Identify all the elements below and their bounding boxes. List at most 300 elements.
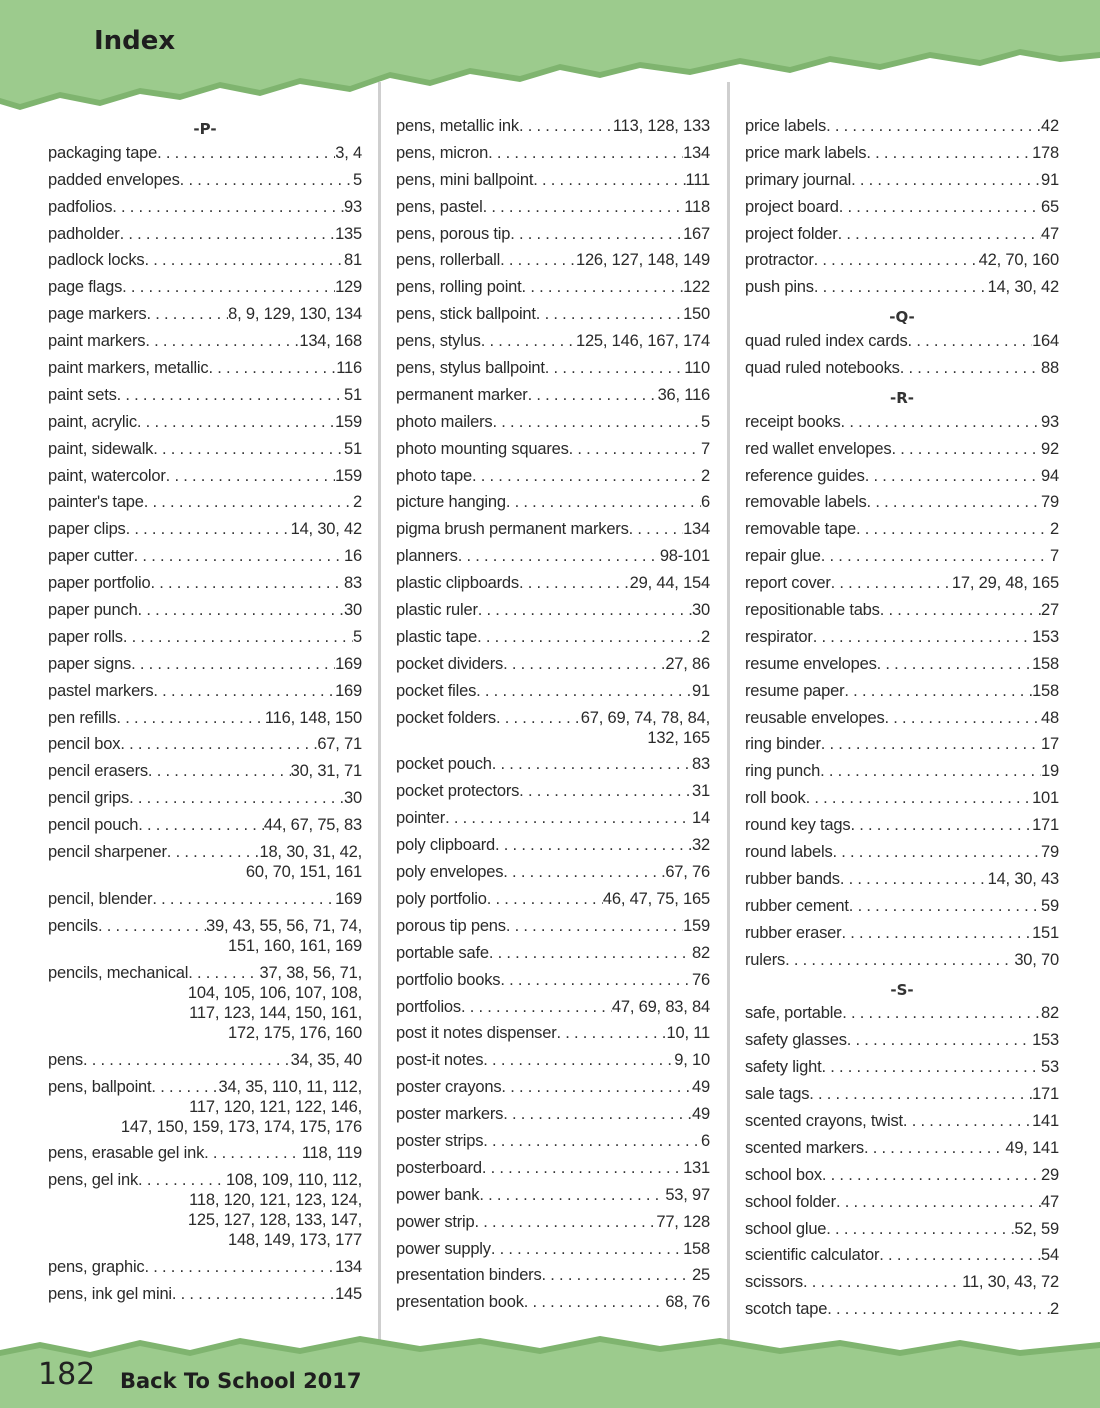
- index-entry: [396, 573, 710, 600]
- page-refs: 2: [701, 466, 710, 485]
- index-entry: [396, 1104, 710, 1131]
- page-refs: 14, 30, 43: [987, 869, 1059, 888]
- index-term: scissors: [745, 1273, 803, 1292]
- index-entry: [396, 754, 710, 781]
- dot-leader: [137, 412, 335, 432]
- dot-leader: [500, 250, 576, 270]
- page-refs: 134: [335, 1258, 362, 1277]
- dot-leader: [821, 734, 1041, 754]
- page-refs-continued: 117, 120, 121, 122, 146,: [189, 1097, 362, 1116]
- index-term: post it notes dispenser: [396, 1024, 557, 1043]
- index-term: pocket dividers: [396, 654, 504, 673]
- section-letter-heading: -S-: [890, 980, 914, 999]
- dot-leader: [120, 734, 317, 754]
- dot-leader: [116, 708, 264, 728]
- dot-leader: [839, 197, 1041, 217]
- index-entry: [396, 250, 710, 277]
- page-refs: 49: [692, 1078, 710, 1097]
- page-refs: 51: [344, 439, 362, 458]
- section-letter-heading: -Q-: [889, 308, 915, 327]
- index-term: paper signs: [48, 654, 132, 673]
- index-entry: [48, 1050, 362, 1077]
- dot-leader: [503, 654, 665, 674]
- index-entry: [745, 681, 1059, 708]
- page-refs: 116: [336, 359, 362, 378]
- dot-leader: [519, 116, 613, 136]
- index-term: removable tape: [745, 520, 856, 539]
- index-term: poly clipboard: [396, 836, 496, 855]
- dot-leader: [814, 250, 979, 270]
- index-term: school glue: [745, 1219, 827, 1238]
- dot-leader: [850, 815, 1032, 835]
- dot-leader: [144, 1257, 335, 1277]
- dot-leader: [903, 1111, 1032, 1131]
- dot-leader: [844, 681, 1032, 701]
- page-refs: 27, 86: [665, 654, 710, 673]
- index-term: portfolio books: [396, 970, 501, 989]
- page-refs: 17, 29, 48, 165: [951, 574, 1059, 593]
- page-refs: 30: [344, 601, 362, 620]
- page-refs: 2: [701, 627, 710, 646]
- index-term: project folder: [745, 224, 838, 243]
- dot-leader: [500, 970, 692, 990]
- page-refs: 116, 148, 150: [264, 708, 362, 727]
- page-refs: 32: [692, 836, 710, 855]
- dot-leader: [153, 439, 344, 459]
- page-refs: 122: [683, 278, 710, 297]
- page-refs: 92: [1041, 439, 1059, 458]
- index-term: paper cutter: [48, 547, 134, 566]
- index-term: pencil, blender: [48, 889, 153, 908]
- index-term: paint sets: [48, 385, 117, 404]
- index-term: post-it notes: [396, 1051, 484, 1070]
- page-refs-continued: 132, 165: [647, 728, 710, 747]
- dot-leader: [865, 466, 1041, 486]
- index-term: paint, acrylic: [48, 412, 137, 431]
- index-term: school folder: [745, 1192, 836, 1211]
- page-title: Index: [94, 26, 176, 56]
- index-term: power supply: [396, 1239, 491, 1258]
- index-entry: [745, 1003, 1059, 1030]
- dot-leader: [908, 331, 1033, 351]
- page-refs: 141: [1032, 1111, 1059, 1130]
- index-term: pens, ballpoint: [48, 1077, 152, 1096]
- page-refs: 134: [683, 520, 710, 539]
- page-refs: 53, 97: [665, 1185, 710, 1204]
- index-entry: [396, 1265, 710, 1292]
- index-entry: [745, 842, 1059, 869]
- dot-leader: [144, 492, 353, 512]
- dot-leader: [148, 761, 291, 781]
- dot-leader: [98, 916, 206, 936]
- dot-leader: [112, 197, 344, 217]
- page-refs: 7: [701, 439, 710, 458]
- dot-leader: [152, 889, 335, 909]
- page-refs: 167: [683, 224, 710, 243]
- dot-leader: [803, 1272, 962, 1292]
- index-term: pens, stylus ballpoint: [396, 359, 545, 378]
- index-entry: [48, 681, 362, 708]
- page-refs: 42: [1041, 117, 1059, 135]
- index-entry: [48, 197, 362, 224]
- dot-leader: [806, 788, 1032, 808]
- dot-leader: [827, 1299, 1050, 1319]
- dot-leader: [492, 412, 701, 432]
- index-term: scented markers: [745, 1138, 864, 1157]
- index-term: paper punch: [48, 601, 138, 620]
- index-entry: [745, 143, 1059, 170]
- dot-leader: [524, 1292, 666, 1312]
- page-refs: 5: [701, 412, 710, 431]
- page-refs: 54: [1041, 1246, 1059, 1265]
- dot-leader: [506, 492, 701, 512]
- dot-leader: [483, 1131, 701, 1151]
- page-refs-continued: 125, 127, 128, 133, 147,: [187, 1211, 362, 1230]
- page-refs: 37, 38, 56, 71,: [259, 963, 362, 982]
- index-term: paper rolls: [48, 627, 123, 646]
- page-refs: 131: [683, 1158, 710, 1177]
- page-refs: 18, 30, 31, 42,: [259, 843, 362, 862]
- dot-leader: [482, 1158, 683, 1178]
- page-refs: 83: [344, 574, 362, 593]
- index-entry: [48, 573, 362, 600]
- index-entry: [396, 1239, 710, 1266]
- page-refs: 158: [683, 1239, 710, 1258]
- page-refs: 46, 47, 75, 165: [602, 889, 710, 908]
- index-entry: [745, 923, 1059, 950]
- index-entry: [396, 1077, 710, 1104]
- index-entry: [396, 304, 710, 331]
- index-entry: [745, 1084, 1059, 1111]
- index-entry: [396, 781, 710, 808]
- page-refs: 111: [685, 170, 710, 189]
- index-term: push pins: [745, 278, 814, 297]
- dot-leader: [151, 573, 345, 593]
- index-term: rulers: [745, 950, 786, 969]
- page-refs: 151: [1032, 923, 1059, 942]
- index-column-2: [396, 116, 710, 1319]
- index-term: pens, graphic: [48, 1258, 145, 1277]
- dot-leader: [167, 842, 260, 862]
- index-entry: [48, 170, 362, 197]
- index-term: power strip: [396, 1212, 475, 1231]
- index-entry: [48, 331, 362, 358]
- page-refs: 10, 11: [666, 1024, 710, 1043]
- index-entry: [396, 519, 710, 546]
- index-term: page flags: [48, 278, 123, 297]
- page-refs: 2: [353, 493, 362, 512]
- index-term: pens, stylus: [396, 332, 481, 351]
- dot-leader: [458, 546, 660, 566]
- index-entry: [745, 573, 1059, 600]
- page-refs: 59: [1041, 896, 1059, 915]
- index-entry: [48, 224, 362, 251]
- page-refs-continued: 172, 175, 176, 160: [227, 1023, 362, 1042]
- page-refs-continued: 60, 70, 151, 161: [245, 863, 362, 882]
- index-term: primary journal: [745, 170, 852, 189]
- index-entry: [745, 1030, 1059, 1057]
- index-term: scientific calculator: [745, 1246, 880, 1265]
- page-refs: 39, 43, 55, 56, 71, 74,: [206, 916, 362, 935]
- index-entry: [48, 815, 362, 842]
- index-term: round key tags: [745, 816, 851, 835]
- dot-leader: [475, 1212, 657, 1232]
- page-refs: 158: [1032, 654, 1059, 673]
- index-entry: [396, 1185, 710, 1212]
- dot-leader: [866, 143, 1032, 163]
- section-letter-heading: -P-: [193, 120, 217, 138]
- index-entry: [48, 889, 362, 916]
- index-term: ring binder: [745, 735, 821, 754]
- page-refs: 47, 69, 83, 84: [611, 997, 710, 1016]
- index-entry: [396, 708, 710, 755]
- page-refs: 169: [335, 654, 362, 673]
- index-term: safety glasses: [745, 1031, 847, 1050]
- index-column-3: [745, 116, 1059, 1326]
- column-divider-1: [378, 82, 381, 1345]
- dot-leader: [138, 1170, 226, 1190]
- index-term: poster crayons: [396, 1078, 502, 1097]
- index-entry: [396, 1212, 710, 1239]
- page-refs: 29, 44, 154: [629, 574, 710, 593]
- dot-leader: [522, 277, 684, 297]
- page-refs: 36, 116: [657, 385, 710, 404]
- index-term: poly portfolio: [396, 889, 487, 908]
- dot-leader: [856, 519, 1050, 539]
- page-refs-continued: 117, 123, 144, 150, 161,: [189, 1003, 362, 1022]
- page-refs: 178: [1032, 143, 1059, 162]
- dot-leader: [519, 781, 692, 801]
- index-entry: [745, 1192, 1059, 1219]
- page-refs: 126, 127, 148, 149: [575, 251, 710, 270]
- dot-leader: [503, 1104, 692, 1124]
- dot-leader: [841, 412, 1042, 432]
- index-term: pens, rolling point: [396, 278, 522, 297]
- dot-leader: [180, 170, 353, 190]
- index-entry: [48, 277, 362, 304]
- index-entry: [745, 277, 1059, 304]
- dot-leader: [157, 143, 335, 163]
- dot-leader: [533, 170, 685, 190]
- dot-leader: [879, 1245, 1041, 1265]
- page-refs: 7: [1050, 547, 1059, 566]
- index-term: resume paper: [745, 681, 845, 700]
- page-refs: 150: [683, 305, 710, 324]
- index-term: round labels: [745, 843, 833, 862]
- index-term: pencil erasers: [48, 762, 148, 781]
- index-term: porous tip pens: [396, 916, 506, 935]
- index-entry: [745, 734, 1059, 761]
- page-refs: 67, 71: [317, 735, 362, 754]
- index-entry: [396, 889, 710, 916]
- index-term: plastic ruler: [396, 601, 478, 620]
- index-entry: [396, 143, 710, 170]
- index-entry: [745, 896, 1059, 923]
- page-refs: 52, 59: [1014, 1219, 1059, 1238]
- page-refs: 164: [1032, 332, 1059, 351]
- index-term: quad ruled index cards: [745, 332, 908, 351]
- index-term: pens, mini ballpoint: [396, 170, 534, 189]
- index-term: pen refills: [48, 708, 117, 727]
- page-refs-continued: 147, 150, 159, 173, 174, 175, 176: [120, 1117, 362, 1136]
- index-entry: [745, 250, 1059, 277]
- index-entry: [48, 143, 362, 170]
- index-term: scented crayons, twist: [745, 1111, 903, 1130]
- dot-leader: [166, 466, 335, 486]
- index-term: photo mailers: [396, 412, 493, 431]
- page-refs: 3, 4: [335, 143, 362, 162]
- index-entry: [48, 412, 362, 439]
- index-entry: [745, 869, 1059, 896]
- page-refs: 158: [1032, 681, 1059, 700]
- index-entry: [745, 492, 1059, 519]
- dot-leader: [120, 224, 335, 244]
- dot-leader: [472, 466, 701, 486]
- dot-leader: [481, 331, 576, 351]
- index-term: resume envelopes: [745, 654, 877, 673]
- index-term: portable safe: [396, 943, 489, 962]
- index-entry: [396, 1292, 710, 1319]
- dot-leader: [151, 1077, 218, 1097]
- page-refs: 93: [1041, 412, 1059, 431]
- index-term: rubber cement: [745, 896, 849, 915]
- dot-leader: [510, 224, 683, 244]
- page-refs: 2: [1050, 1300, 1059, 1319]
- index-term: pens, gel ink: [48, 1171, 139, 1190]
- index-entry: [745, 761, 1059, 788]
- index-entry: [48, 1170, 362, 1257]
- dot-leader: [501, 1077, 692, 1097]
- index-entry: [745, 1219, 1059, 1246]
- page-refs: 101: [1032, 789, 1059, 808]
- dot-leader: [83, 1050, 291, 1070]
- page-refs: 79: [1041, 843, 1059, 862]
- page-refs: 14, 30, 42: [290, 520, 362, 539]
- page-refs: 159: [683, 916, 710, 935]
- page-refs: 76: [692, 970, 710, 989]
- index-entry: [745, 439, 1059, 466]
- index-term: pens, stick ballpoint: [396, 305, 536, 324]
- dot-leader: [122, 277, 335, 297]
- page-refs: 94: [1041, 466, 1059, 485]
- index-entry: [48, 1143, 362, 1170]
- dot-leader: [820, 761, 1041, 781]
- index-term: pens: [48, 1050, 83, 1069]
- dot-leader: [891, 439, 1041, 459]
- index-term: pencil sharpener: [48, 843, 167, 862]
- dot-leader: [461, 997, 612, 1017]
- index-entry: [48, 492, 362, 519]
- dot-leader: [126, 519, 291, 539]
- dot-leader: [813, 627, 1032, 647]
- index-entry: [745, 1165, 1059, 1192]
- index-entry: [396, 943, 710, 970]
- index-term: repair glue: [745, 547, 821, 566]
- dot-leader: [129, 788, 344, 808]
- index-term: pens, ink gel mini: [48, 1285, 172, 1304]
- dot-leader: [483, 197, 685, 217]
- index-entry: [48, 439, 362, 466]
- dot-leader: [117, 385, 344, 405]
- index-entry: [745, 654, 1059, 681]
- dot-leader: [528, 385, 658, 405]
- page-refs: 19: [1041, 762, 1059, 781]
- page-refs-continued: 118, 120, 121, 123, 124,: [189, 1191, 362, 1210]
- dot-leader: [495, 835, 692, 855]
- page-refs: 34, 35, 40: [290, 1050, 362, 1069]
- dot-leader: [489, 943, 692, 963]
- page-refs: 44, 67, 75, 83: [263, 816, 362, 835]
- index-entry: [48, 788, 362, 815]
- index-entry: [396, 224, 710, 251]
- page-refs: 113, 128, 133: [612, 117, 710, 135]
- page-refs: 6: [701, 493, 710, 512]
- index-entry: [396, 546, 710, 573]
- page-refs: 30: [344, 789, 362, 808]
- index-entry: [745, 170, 1059, 197]
- dot-leader: [138, 600, 345, 620]
- dot-leader: [814, 277, 988, 297]
- page-refs: 118, 119: [301, 1144, 362, 1163]
- index-term: reusable envelopes: [745, 708, 885, 727]
- index-term: paper portfolio: [48, 574, 151, 593]
- index-entry: [396, 627, 710, 654]
- page-refs: 53: [1041, 1058, 1059, 1077]
- dot-leader: [491, 1239, 683, 1259]
- dot-leader: [131, 654, 335, 674]
- index-entry: [48, 1284, 362, 1311]
- dot-leader: [822, 1165, 1041, 1185]
- index-entry: [396, 1158, 710, 1185]
- index-term: pencil pouch: [48, 816, 139, 835]
- dot-leader: [885, 708, 1042, 728]
- dot-leader: [479, 1185, 665, 1205]
- dot-leader: [204, 1143, 302, 1163]
- index-term: red wallet envelopes: [745, 439, 892, 458]
- index-term: pencil box: [48, 735, 121, 754]
- page-refs: 88: [1041, 359, 1059, 378]
- index-entry: [745, 1272, 1059, 1299]
- page-refs: 14, 30, 42: [987, 278, 1059, 297]
- page-refs: 29: [1041, 1165, 1059, 1184]
- dot-leader: [145, 331, 299, 351]
- dot-leader: [545, 358, 685, 378]
- index-term: padfolios: [48, 197, 113, 216]
- top-torn-paper-band: [0, 0, 1100, 125]
- page-refs: 153: [1032, 1031, 1059, 1050]
- page-refs: 51: [344, 385, 362, 404]
- index-entry: [396, 1131, 710, 1158]
- index-term: paint markers, metallic: [48, 359, 209, 378]
- index-entry: [396, 970, 710, 997]
- index-term: padlock locks: [48, 251, 145, 270]
- dot-leader: [536, 304, 683, 324]
- index-term: paint, sidewalk: [48, 439, 154, 458]
- dot-leader: [826, 116, 1041, 136]
- index-entry: [48, 1257, 362, 1284]
- index-entry: [396, 600, 710, 627]
- index-term: pencil grips: [48, 789, 130, 808]
- page-refs: 16: [344, 547, 362, 566]
- index-term: pens, rollerball: [396, 251, 501, 270]
- dot-leader: [826, 1219, 1014, 1239]
- dot-leader: [134, 546, 344, 566]
- index-entry: [396, 385, 710, 412]
- index-entry: [745, 1138, 1059, 1165]
- index-entry: [745, 519, 1059, 546]
- catalog-title: Back To School 2017: [120, 1369, 362, 1393]
- page-refs: 5: [353, 627, 362, 646]
